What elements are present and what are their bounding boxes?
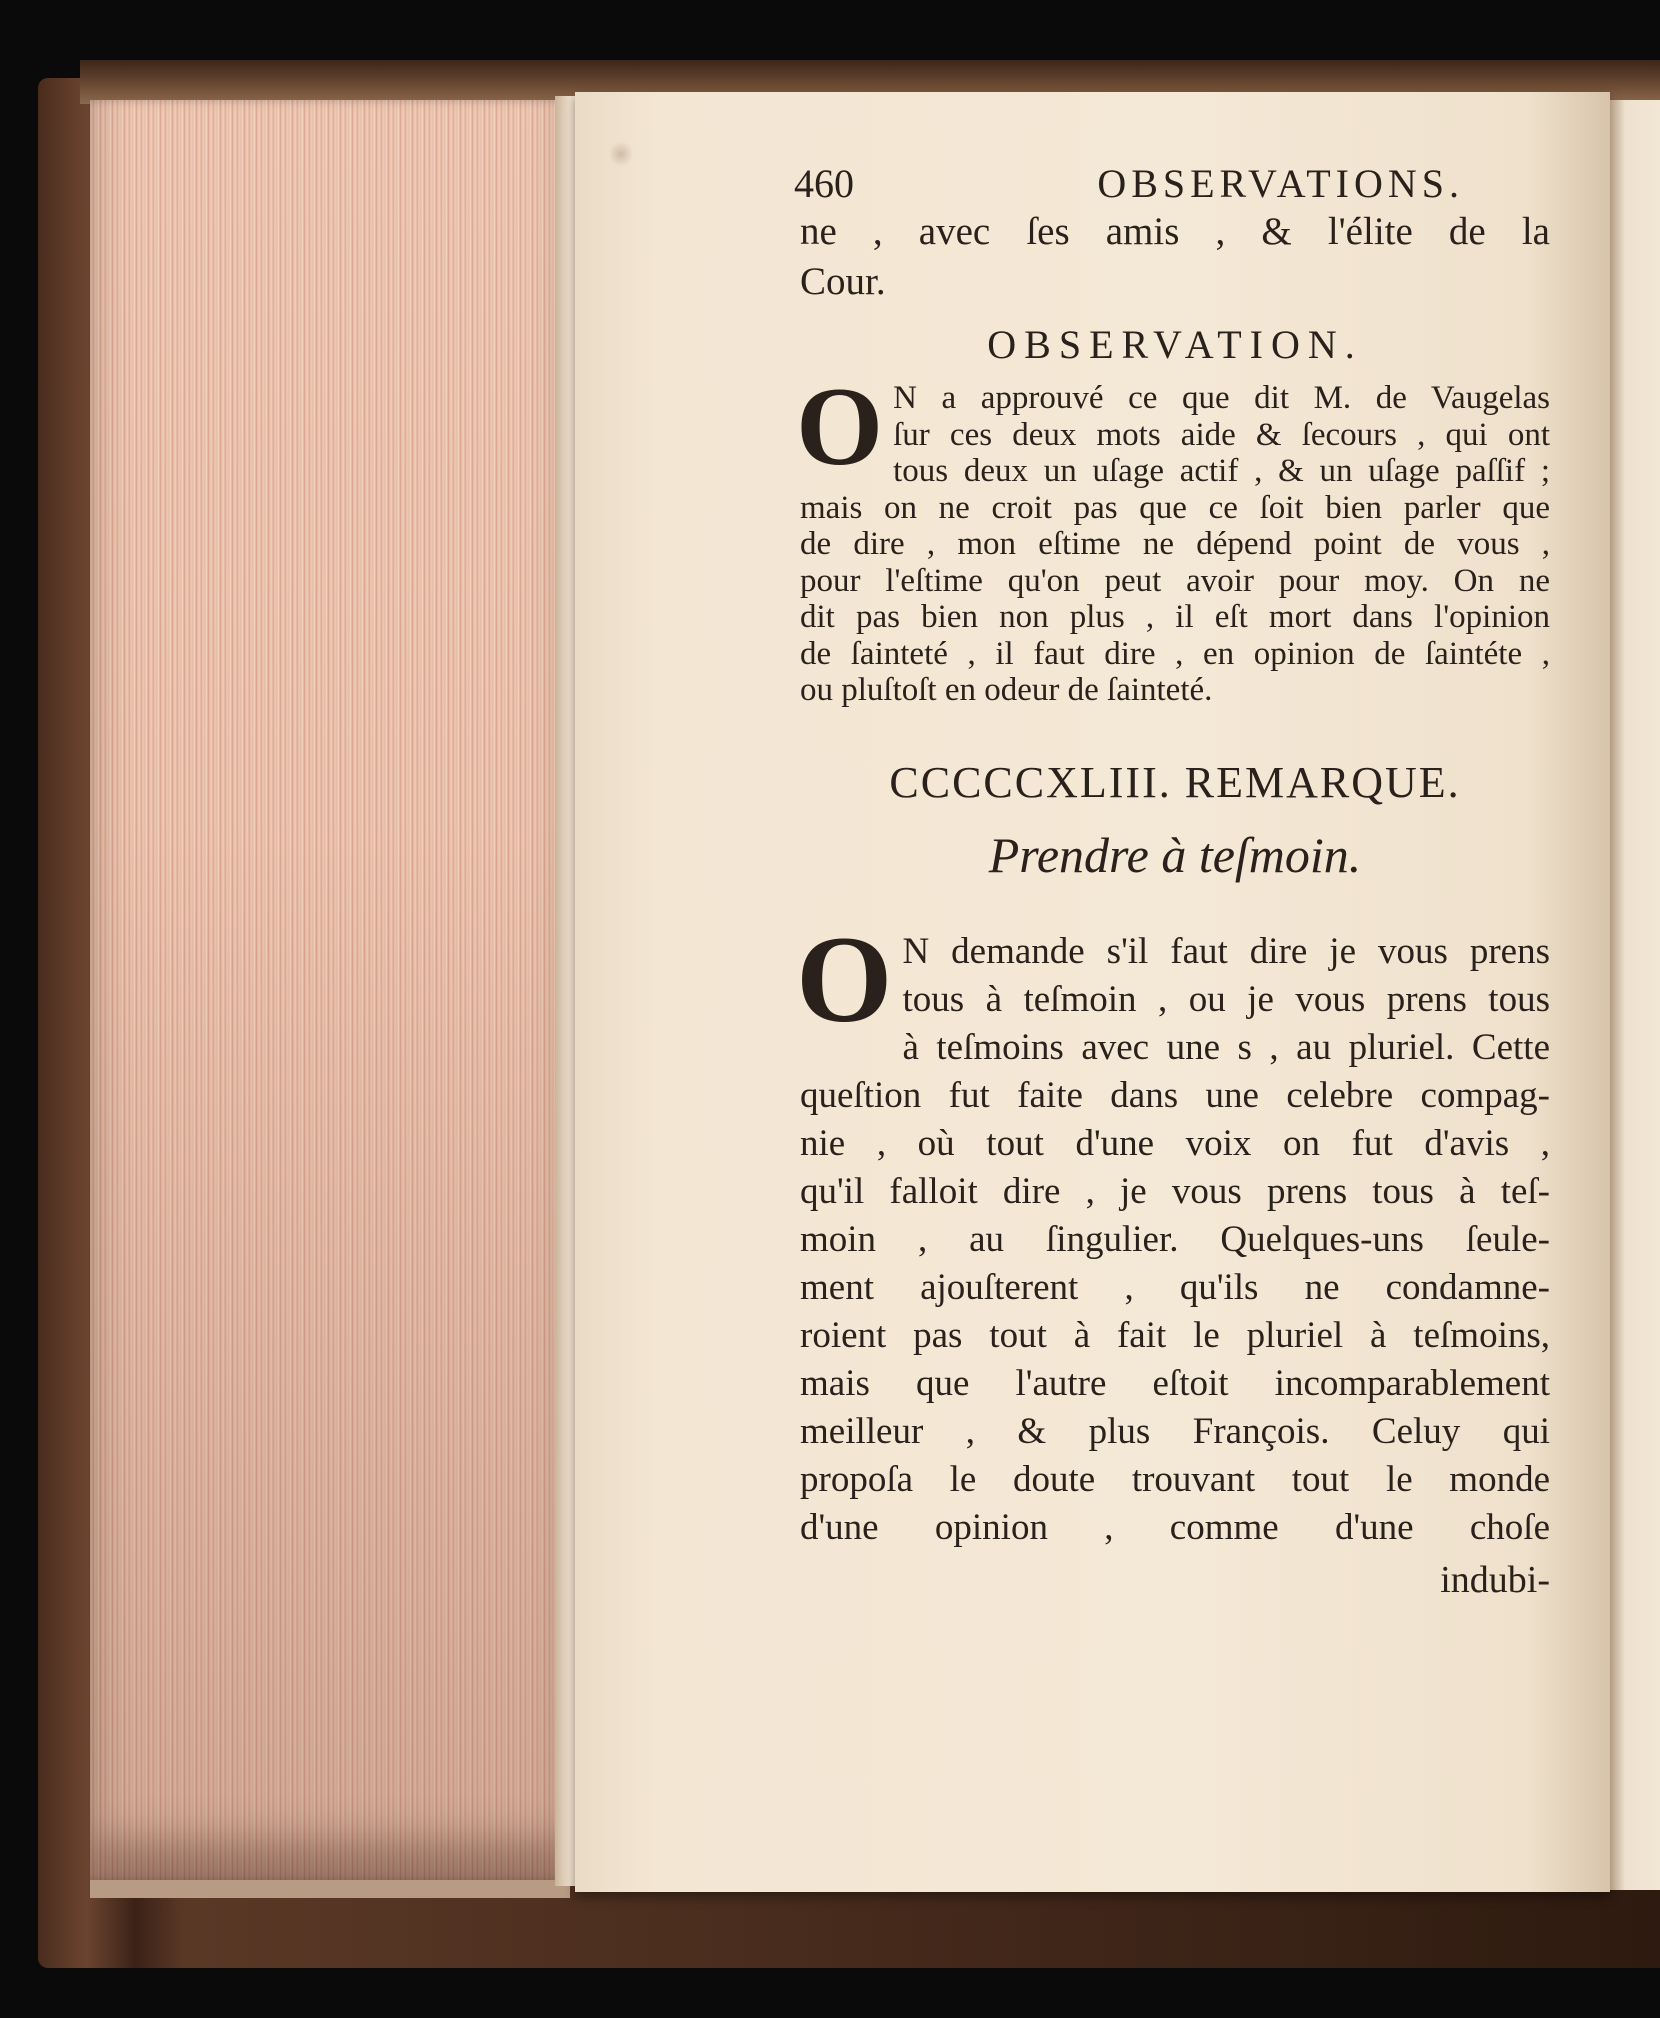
drop-cap: O xyxy=(796,910,893,1048)
text-line: ſur ces deux mots aide & ſecours , qui ont xyxy=(893,416,1550,453)
paper-stain xyxy=(610,140,632,168)
observation-paragraph xyxy=(796,365,1550,709)
facing-page-edge xyxy=(1610,100,1660,1890)
page-block-edges xyxy=(90,100,570,1898)
text-line: ou pluſtoſt en odeur de ſainteté. xyxy=(800,672,1213,708)
text-line: dit pas bien non plus , il eſt mort dans l'opinion xyxy=(800,599,1550,635)
text-line: Cour. xyxy=(800,260,886,303)
remark-title: Prendre à teſmoin. xyxy=(988,826,1362,883)
page-text xyxy=(794,160,1550,1604)
text-line: roient pas tout à fait le pluriel à teſmoins, xyxy=(800,1314,1550,1356)
text-line: meilleur , & plus François. Celuy qui xyxy=(800,1410,1550,1452)
text-line: mais on ne croit pas que ce ſoit bien parler que xyxy=(800,489,1550,526)
text-line: de ſainteté , il faut dire , en opinion de ſaintéte , xyxy=(800,635,1550,672)
running-title: OBSERVATIONS. xyxy=(1097,161,1464,206)
text-line: d'une opinion , comme d'une choſe xyxy=(800,1506,1550,1548)
drop-cap: O xyxy=(796,365,884,489)
text-line: propoſa le doute trouvant tout le monde xyxy=(800,1458,1550,1500)
text-line: queſtion fut faite dans une celebre compag- xyxy=(800,1074,1550,1116)
running-head xyxy=(794,160,1464,207)
observation-heading: OBSERVATION. xyxy=(987,322,1363,367)
text-line: tous à teſmoin , ou je vous prens tous xyxy=(902,978,1550,1020)
text-line: qu'il falloit dire , je vous prens tous à teſ- xyxy=(800,1170,1550,1212)
text-line: ment ajouſterent , qu'ils ne condamne- xyxy=(800,1266,1550,1308)
text-line: ne , avec ſes amis , & l'élite de la xyxy=(800,210,1550,253)
text-line: à teſmoins avec une s , au pluriel. Cette xyxy=(902,1026,1550,1068)
catchword: indubi- xyxy=(1440,1558,1550,1601)
text-line: moin , au ſingulier. Quelques-uns ſeule- xyxy=(800,1218,1550,1260)
text-line: nie , où tout d'une voix on fut d'avis , xyxy=(800,1122,1550,1164)
text-line: N a approuvé ce que dit M. de Vaugelas xyxy=(893,380,1550,416)
text-line: de dire , mon eſtime ne dépend point de vous , xyxy=(800,526,1550,562)
text-line: mais que l'autre eſtoit incomparablement xyxy=(800,1362,1550,1404)
remark-heading: CCCCCXLIII. REMARQUE. xyxy=(889,757,1461,807)
text-line: pour l'eſtime qu'on peut avoir pour moy. On ne xyxy=(800,562,1550,599)
page-number: 460 xyxy=(794,161,854,206)
text-line: N demande s'il faut dire je vous prens xyxy=(902,930,1550,972)
remark-paragraph xyxy=(796,910,1550,1552)
text-line: tous deux un uſage actif , & un uſage paſſif ; xyxy=(893,453,1550,489)
